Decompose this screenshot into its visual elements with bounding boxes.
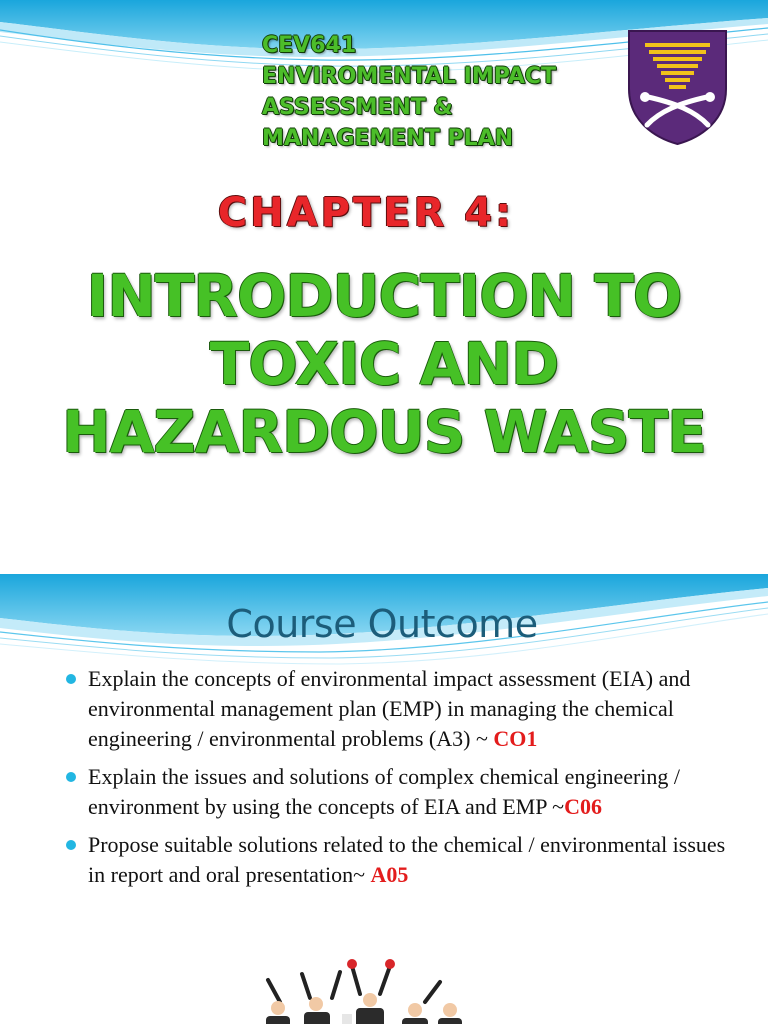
- bullet-icon: [66, 772, 76, 782]
- list-item: [66, 762, 726, 822]
- outcome-text: Explain the concepts of environmental impact assessment (EIA) and environmental management plan (EMP) in managing the chemical engineering / environmental problems (A3) ~: [88, 666, 691, 751]
- list-item: [66, 664, 726, 754]
- course-name-line-1: ENVIROMENTAL IMPACT: [262, 64, 556, 89]
- chapter-title-line-2: TOXIC AND: [209, 330, 559, 398]
- university-crest-icon: [625, 27, 730, 147]
- course-outcome-list: [66, 664, 726, 898]
- chapter-title-line-1: INTRODUCTION TO: [86, 262, 682, 330]
- course-code: CEV641: [262, 33, 357, 58]
- course-name-line-2: ASSESSMENT &: [262, 95, 453, 120]
- outcome-code: A05: [370, 862, 409, 887]
- chapter-title: [0, 262, 768, 466]
- outcome-text: Propose suitable solutions related to the chemical / environmental issues in report and oral presentation~: [88, 832, 726, 887]
- course-heading: [262, 30, 602, 154]
- outcome-text: Explain the issues and solutions of complex chemical engineering / environment by using the concepts of EIA and EMP ~: [88, 764, 681, 819]
- list-item: [66, 830, 726, 890]
- chapter-title-line-3: HAZARDOUS WASTE: [62, 398, 706, 466]
- chapter-label: CHAPTER 4:: [217, 190, 515, 236]
- bullet-icon: [66, 674, 76, 684]
- celebrating-people-icon: [250, 958, 480, 1024]
- slide-separator: [0, 566, 768, 574]
- outcome-code: CO1: [493, 726, 538, 751]
- bullet-icon: [66, 840, 76, 850]
- course-name-line-3: MANAGEMENT PLAN: [262, 126, 514, 151]
- slide-title: Course Outcome: [226, 602, 538, 646]
- outcome-code: C06: [564, 794, 602, 819]
- course-outcome-slide: [0, 574, 768, 1024]
